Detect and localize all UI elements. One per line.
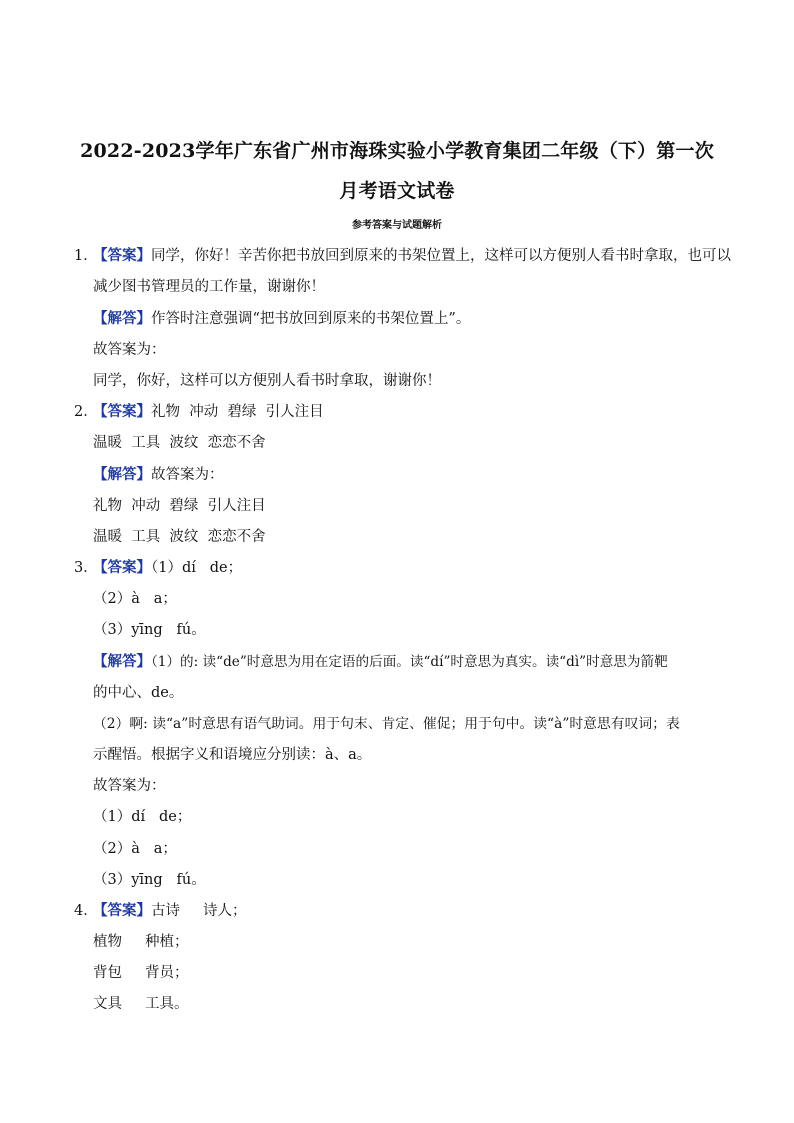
analysis-text: （1）的: 读“de”时意思为用在定语的后面。读“dí”时意思为真实。读“dì”时意思为箭靶 [151, 654, 668, 670]
answer-text: 同学，你好！辛苦你把书放回到原来的书架位置上，这样可以方便别人看书时拿取，也可以 [151, 248, 731, 264]
document-title-line1: 2022-2023学年广东省广州市海珠实验小学教育集团二年级（下）第一次 [80, 140, 714, 162]
answer-line [93, 558, 242, 578]
answer-label: 【答案】 [93, 247, 151, 264]
answer-label: 【答案】 [93, 559, 151, 576]
question-number: 4． [74, 903, 98, 919]
answer-text-cont: （3）yīng fú。 [93, 622, 206, 638]
analysis-text: 故答案为： [151, 467, 224, 483]
question-number: 1． [74, 248, 98, 264]
answer-text-cont: 温暖 工具 波纹 恋恋不舍 [93, 435, 266, 451]
answer-text: 礼物 冲动 碧绿 引人注目 [151, 404, 324, 420]
final-answer-line: 礼物 冲动 碧绿 引人注目 [93, 498, 266, 514]
final-answer-line: 同学，你好，这样可以方便别人看书时拿取，谢谢你！ [93, 373, 441, 389]
answer-line [93, 901, 247, 921]
therefore-line: 故答案为： [93, 778, 166, 794]
answer-label: 【答案】 [93, 403, 151, 420]
final-answer-line: （3）yīng fú。 [93, 872, 206, 888]
final-answer-line: 温暖 工具 波纹 恋恋不舍 [93, 529, 266, 545]
analysis-label: 【解答】 [93, 466, 151, 483]
answer-text-cont: 背包 背员； [93, 965, 189, 981]
answer-label: 【答案】 [93, 902, 151, 919]
answer-text: 古诗 诗人； [151, 903, 247, 919]
analysis-text-cont: （2）啊: 读“a”时意思有语气助词。用于句末、肯定、催促；用于句中。读“à”时意思有叹词；表 [93, 716, 680, 732]
answer-text-cont: 植物 种植； [93, 934, 189, 950]
answer-text-cont: 文具 工具。 [93, 996, 189, 1012]
question-number: 2． [74, 404, 98, 420]
answer-text: （1）dí de； [151, 560, 243, 576]
document-title-line2: 月考语文试卷 [339, 180, 455, 202]
analysis-label: 【解答】 [93, 310, 151, 327]
answer-text-cont: 减少图书管理员的工作量，谢谢你！ [93, 279, 325, 295]
analysis-text-cont: 示醒悟。根据字义和语境应分别读：à、a。 [93, 747, 372, 763]
therefore-line: 故答案为： [93, 342, 166, 358]
answer-line [93, 402, 324, 422]
final-answer-line: （1）dí de； [93, 809, 192, 825]
analysis-line [93, 309, 470, 329]
analysis-line [93, 652, 668, 672]
analysis-text: 作答时注意强调“把书放回到原来的书架位置上”。 [151, 311, 471, 327]
analysis-line [93, 465, 224, 485]
answer-line [93, 246, 731, 266]
answer-text-cont: （2）à a； [93, 591, 177, 607]
analysis-text-cont: 的中心、de。 [93, 685, 184, 701]
document-subtitle: 参考答案与试题解析 [352, 220, 442, 231]
analysis-label: 【解答】 [93, 653, 151, 670]
final-answer-line: （2）à a； [93, 841, 177, 857]
question-number: 3． [74, 560, 98, 576]
